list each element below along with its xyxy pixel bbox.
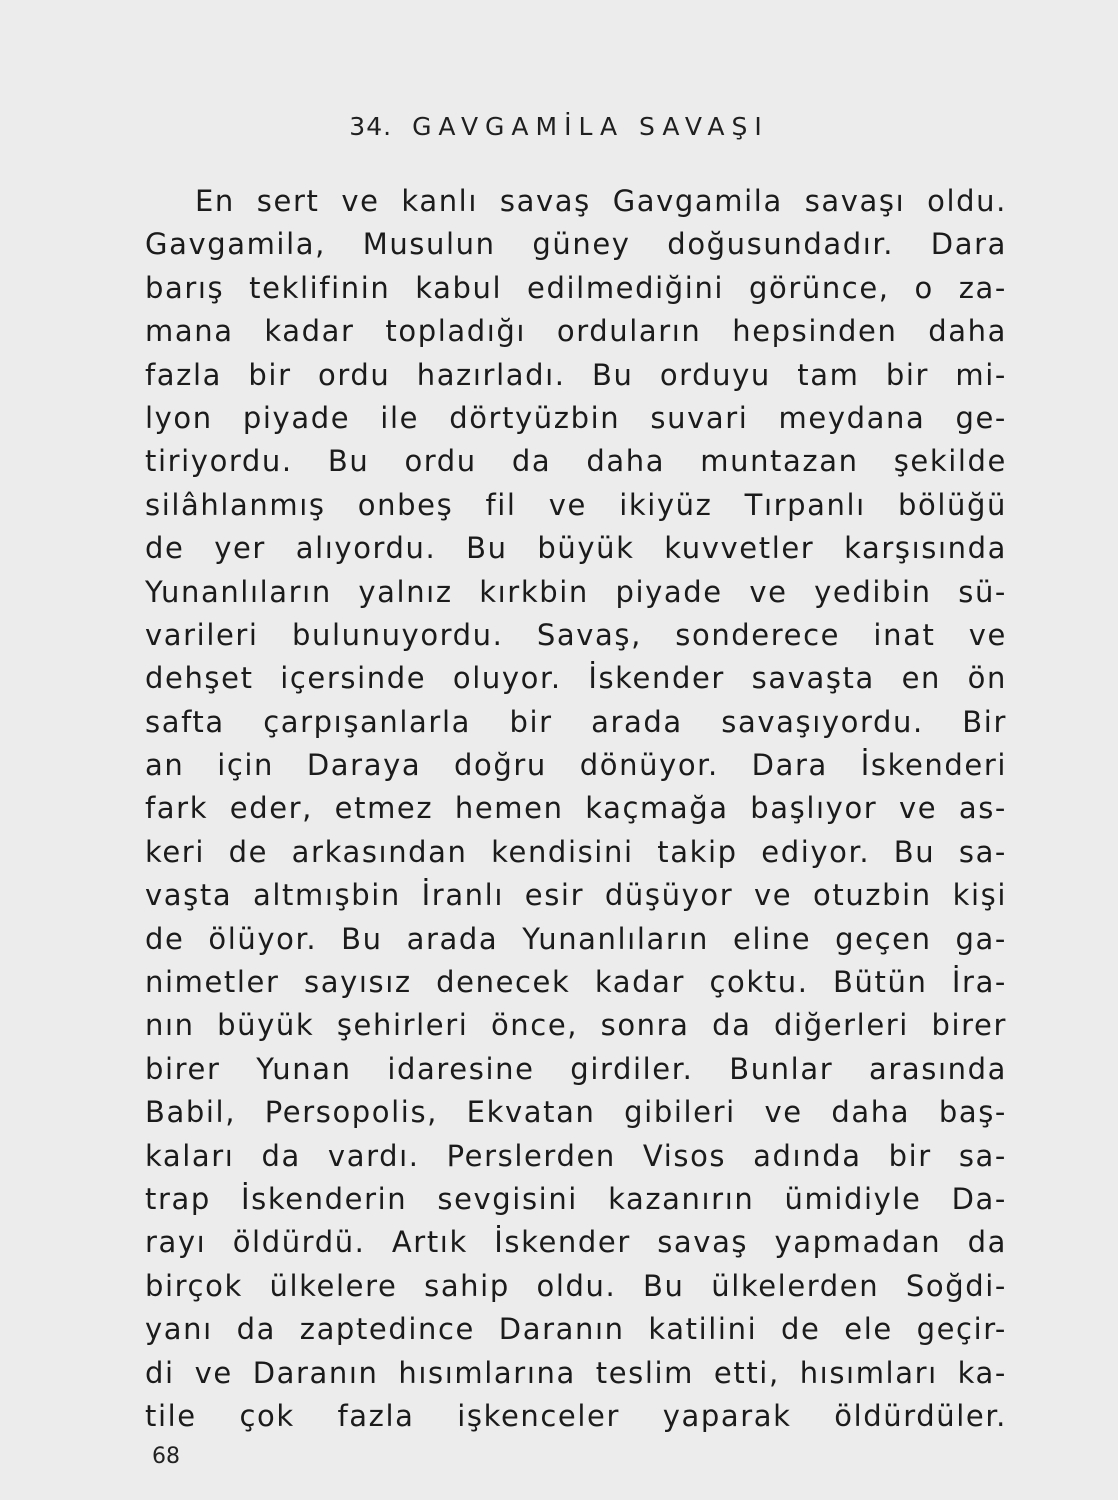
text-line: silâhlanmış onbeş fil ve ikiyüz Tırpanlı bölüğü [145,487,1007,522]
text-line: birçok ülkelere sahip oldu. Bu ülkelerden Soğdi- [145,1268,1007,1303]
body-text [145,180,1007,1438]
text-line: fark eder, etmez hemen kaçmağa başlıyor ve as- [145,791,1007,826]
text-line: rayı öldürdü. Artık İskender savaş yapmadan da [145,1225,1007,1260]
text-line: dehşet içersinde oluyor. İskender savaşta en ön [145,661,1007,696]
text-line: vaşta altmışbin İranlı esir düşüyor ve otuzbin kişi [145,878,1007,913]
text-line: Gavgamila, Musulun güney doğusundadır. Dara [145,227,1007,262]
text-line: Babil, Persopolis, Ekvatan gibileri ve daha baş- [145,1095,1007,1130]
text-line: trap İskenderin sevgisini kazanırın ümidiyle Da- [145,1181,1007,1216]
text-line: nimetler sayısız denecek kadar çoktu. Bütün İra- [145,965,1007,1000]
text-line: nın büyük şehirleri önce, sonra da diğerleri birer [145,1008,1007,1043]
chapter-heading [0,112,1118,141]
text-line: Yunanlıların yalnız kırkbin piyade ve yedibin sü- [145,574,1007,609]
text-line: birer Yunan idaresine girdiler. Bunlar arasında [145,1051,1007,1086]
text-line: barış teklifinin kabul edilmediğini görünce, o za- [145,270,1007,305]
text-line: de yer alıyordu. Bu büyük kuvvetler karşısında [145,531,1007,566]
text-line: mana kadar topladığı orduların hepsinden daha [145,314,1007,349]
text-line: lyon piyade ile dörtyüzbin suvari meydana ge- [145,400,1007,435]
text-line: di ve Daranın hısımlarına teslim etti, hısımları ka- [145,1355,1007,1390]
text-line: safta çarpışanlarla bir arada savaşıyordu. Bir [145,704,1007,739]
text-line: an için Daraya doğru dönüyor. Dara İskenderi [145,748,1007,783]
text-line: fazla bir ordu hazırladı. Bu orduyu tam bir mi- [145,357,1007,392]
text-line: tiriyordu. Bu ordu da daha muntazan şekilde [145,444,1007,479]
text-line: tile çok fazla işkenceler yaparak öldürdüler. [145,1398,1007,1433]
text-line: keri de arkasından kendisini takip ediyor. Bu sa- [145,834,1007,869]
text-line: kaları da vardı. Perslerden Visos adında bir sa- [145,1138,1007,1173]
text-line: de ölüyor. Bu arada Yunanlıların eline geçen ga- [145,921,1007,956]
chapter-title: GAVGAMİLA SAVAŞI [412,112,769,141]
text-line: yanı da zaptedince Daranın katilini de ele geçir- [145,1312,1007,1347]
page-number: 68 [152,1444,180,1469]
chapter-number: 34. [349,112,393,141]
text-line: varileri bulunuyordu. Savaş, sonderece inat ve [145,617,1007,652]
text-line: En sert ve kanlı savaş Gavgamila savaşı oldu. [195,184,1007,218]
